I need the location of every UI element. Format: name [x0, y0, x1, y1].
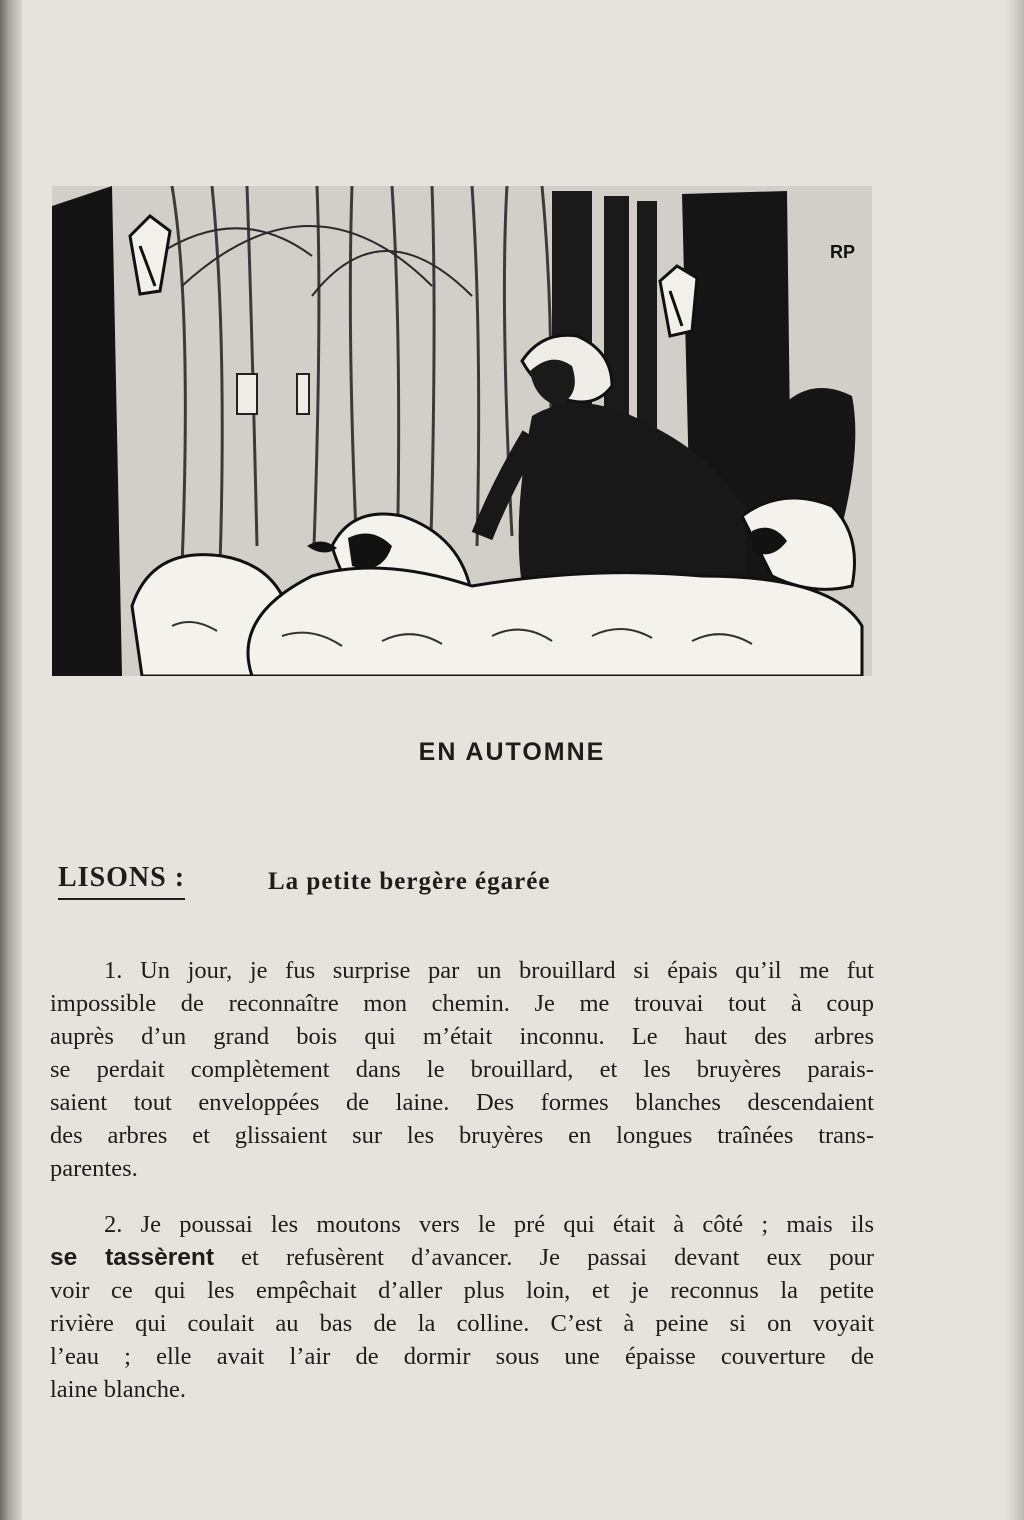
section-heading: EN AUTOMNE	[418, 738, 606, 766]
shepherdess-illustration	[52, 186, 872, 676]
paragraph-line: voir ce qui les empêchait d’aller plus loin, et je reconnus la petite	[50, 1277, 874, 1304]
illustrator-monogram: RP	[830, 242, 856, 262]
reading-title: La petite bergère égarée	[268, 868, 551, 895]
paragraph-line: parentes.	[50, 1155, 138, 1182]
paragraph-1	[50, 954, 874, 1185]
paragraph-line: se perdait complètement dans le brouillard, et les bruyères parais-	[50, 1056, 874, 1083]
lisons-label: LISONS :	[58, 862, 185, 900]
paragraph-line: impossible de reconnaître mon chemin. Je me trouvai tout à coup	[50, 990, 874, 1017]
paragraph-line: laine blanche.	[50, 1376, 187, 1403]
paragraph-line: saient tout enveloppées de laine. Des formes blanches descendaient	[50, 1089, 874, 1116]
paragraph-line: rivière qui coulait au bas de la colline. C’est à peine si on voyait	[50, 1310, 874, 1337]
paragraph-text: et refusèrent d’avancer. Je passai devant eux pour	[214, 1244, 874, 1271]
paragraph-2	[50, 1208, 874, 1406]
paragraph-line: des arbres et glissaient sur les bruyères en longues traînées trans-	[50, 1122, 874, 1149]
paragraph-line	[50, 1241, 874, 1274]
paragraph-line: auprès d’un grand bois qui m’était inconnu. Le haut des arbres	[50, 1023, 874, 1050]
paragraph-line: 2. Je poussai les moutons vers le pré qui était à côté ; mais ils	[104, 1211, 874, 1238]
paragraph-line: l’eau ; elle avait l’air de dormir sous une épaisse couverture de	[50, 1343, 874, 1370]
bold-term: se tassèrent	[50, 1244, 215, 1271]
paragraph-line: 1. Un jour, je fus surprise par un brouillard si épais qu’il me fut	[104, 957, 874, 984]
